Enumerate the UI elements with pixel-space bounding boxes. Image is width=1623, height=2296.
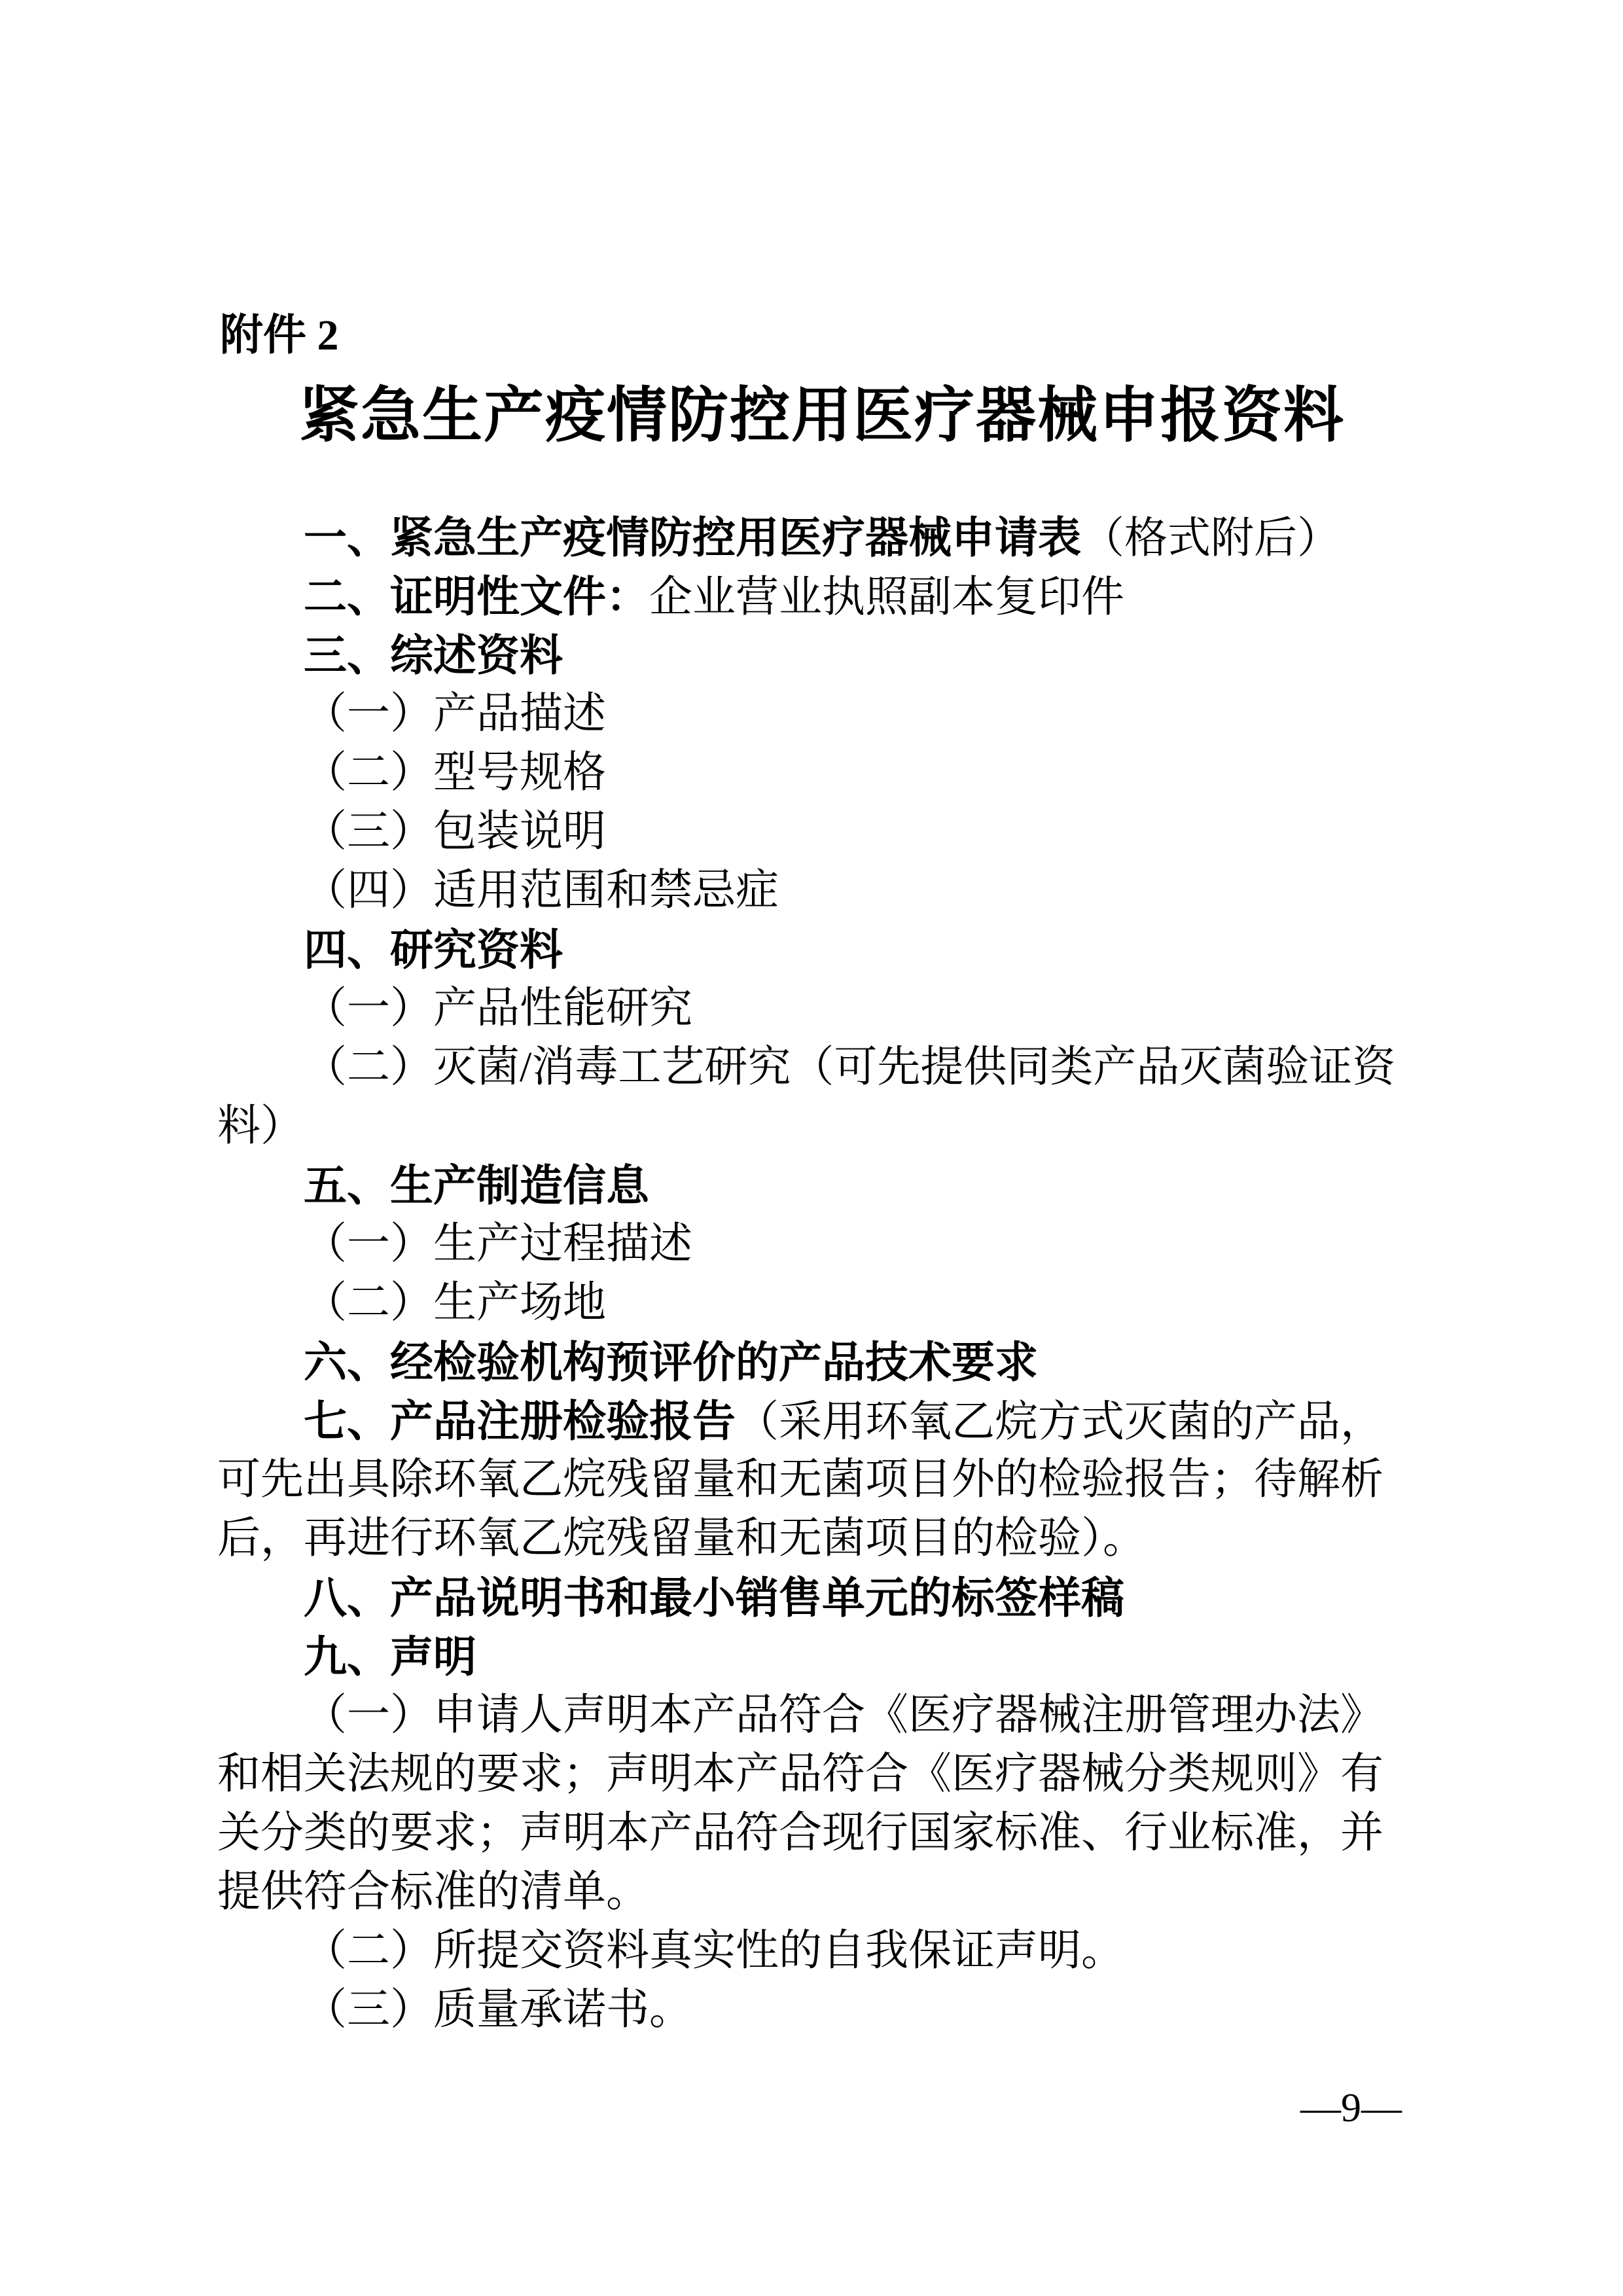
body-text-segment: 可先出具除环氧乙烷残留量和无菌项目外的检验报告；待解析 <box>217 1456 1383 1503</box>
body-text-segment: 关分类的要求；声明本产品符合现行国家标准、行业标准，并 <box>217 1809 1383 1857</box>
text-line <box>217 685 1427 744</box>
text-line <box>217 1863 1427 1922</box>
body-text-segment: （四）适用范围和禁忌症 <box>304 867 779 914</box>
body-text-segment: （一）生产过程描述 <box>304 1220 692 1268</box>
body-text-segment: （二）所提交资料真实性的自我保证声明。 <box>304 1927 1124 1975</box>
body-text-segment: 企业营业执照副本复印件 <box>649 573 1124 621</box>
text-line <box>217 508 1427 567</box>
text-line <box>217 979 1427 1038</box>
text-line <box>217 1391 1427 1450</box>
text-line <box>217 1509 1427 1568</box>
text-line <box>217 920 1427 979</box>
heading-segment: 四、研究资料 <box>304 925 563 974</box>
heading-segment: 七、产品注册检验报告 <box>304 1397 736 1445</box>
body-text-segment: （二）型号规格 <box>304 749 606 797</box>
heading-segment: 六、经检验机构预评价的产品技术要求 <box>304 1338 1038 1386</box>
text-line <box>217 567 1427 626</box>
text-line <box>217 1686 1427 1745</box>
text-line <box>217 1627 1427 1686</box>
body-text-segment: （一）产品性能研究 <box>304 984 692 1032</box>
text-line <box>217 861 1427 920</box>
body-text-segment: （三）质量承诺书。 <box>304 1986 692 2034</box>
text-line <box>217 1333 1427 1391</box>
text-line <box>217 1922 1427 1981</box>
text-line <box>217 626 1427 685</box>
body-text-segment: （二）灭菌/消毒工艺研究（可先提供同类产品灭菌验证资 <box>304 1043 1396 1091</box>
heading-segment: 三、综述资料 <box>304 631 563 679</box>
text-line <box>217 1745 1427 1804</box>
text-line <box>217 1450 1427 1509</box>
body-text-segment: （采用环氧乙烷方式灭菌的产品， <box>736 1398 1383 1446</box>
body-text-segment: （三）包装说明 <box>304 808 606 855</box>
heading-segment: 五、生产制造信息 <box>304 1161 649 1210</box>
body-text-segment: 后，再进行环氧乙烷残留量和无菌项目的检验）。 <box>217 1515 1146 1562</box>
body-text-segment: 提供符合标准的清单。 <box>217 1868 649 1916</box>
page-number: —9— <box>1300 2086 1402 2130</box>
text-line <box>217 1097 1427 1156</box>
body-text-segment: 料） <box>217 1102 304 1150</box>
text-line <box>217 1568 1427 1627</box>
body-text-segment: （二）生产场地 <box>304 1279 606 1327</box>
text-line <box>217 744 1427 802</box>
body-text-segment: 和相关法规的要求；声明本产品符合《医疗器械分类规则》有 <box>217 1750 1383 1798</box>
text-line <box>217 802 1427 861</box>
text-line <box>217 1156 1427 1215</box>
heading-segment: 九、声明 <box>304 1632 476 1681</box>
attachment-label: 附件 2 <box>220 312 339 359</box>
text-line <box>217 1038 1427 1097</box>
heading-segment: 二、证明性文件： <box>304 572 649 620</box>
page-title: 紧急生产疫情防控用医疗器械申报资料 <box>298 382 1345 449</box>
heading-segment: 八、产品说明书和最小销售单元的标签样稿 <box>304 1573 1124 1622</box>
body-text-segment: （格式附后） <box>1081 514 1340 562</box>
text-line <box>217 1274 1427 1333</box>
body-text-segment: （一）产品描述 <box>304 690 606 738</box>
document-body <box>217 508 1427 2039</box>
text-line <box>217 1804 1427 1863</box>
text-line <box>217 1981 1427 2039</box>
heading-segment: 一、紧急生产疫情防控用医疗器械申请表 <box>304 513 1081 562</box>
body-text-segment: （一）申请人声明本产品符合《医疗器械注册管理办法》 <box>304 1691 1383 1739</box>
text-line <box>217 1215 1427 1274</box>
